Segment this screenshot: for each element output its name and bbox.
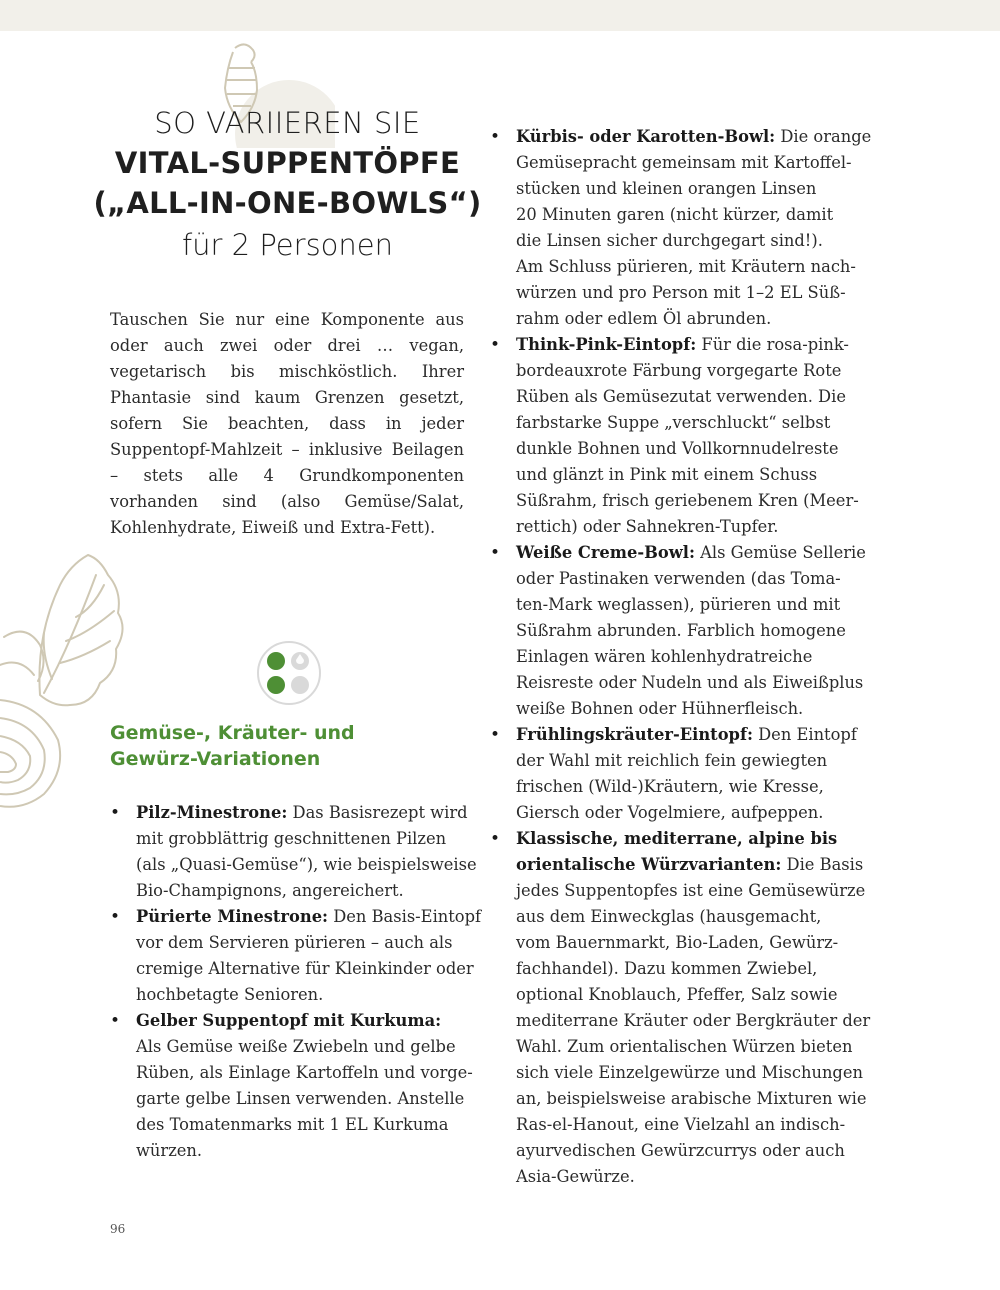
item-text-line: die Linsen sicher durchgegart sind!). [516,231,823,250]
list-item [110,904,482,1008]
right-variation-list [490,124,872,1190]
item-text-line: ten-Mark weglassen), pürieren und mit [516,595,841,614]
item-line [516,826,852,852]
item-text-line: optional Knoblauch, Pfeffer, Salz sowie [516,985,838,1004]
item-text-line: jedes Suppentopfes ist eine Gemüsewürze [516,881,866,900]
list-item [490,722,857,826]
item-term: Pürierte Minestrone: [136,907,329,926]
item-text: Als Gemüse Sellerie [694,543,866,562]
onion-illustration [0,690,80,810]
item-term: Kürbis- oder Karotten-Bowl: [516,127,776,146]
item-text-line: an, beispielsweise arabische Mixturen wie [516,1089,867,1108]
item-text: Die orange [775,127,872,146]
item-text-line: mediterrane Kräuter oder Bergkräuter der [516,1011,871,1030]
list-item [110,1008,473,1164]
item-line [136,1008,470,1034]
item-text-line: des Tomatenmarks mit 1 EL Kurkuma [136,1115,449,1134]
item-term: Klassische, mediterrane, alpine bis [516,829,838,848]
item-text-line: Wahl. Zum orientalischen Würzen bieten [516,1037,853,1056]
item-text-line: hochbetagte Senioren. [136,985,324,1004]
item-line [516,852,864,878]
page-number: 96 [110,1222,126,1236]
item-text-line: mit grobblättrig geschnittenen Pilzen [136,829,447,848]
list-item [490,826,871,1190]
item-text-line: stücken und kleinen orangen Linsen [516,179,817,198]
item-term: Weiße Creme-Bowl: [516,543,695,562]
item-text: Den Eintopf [752,725,857,744]
item-text-line: vor dem Servieren pürieren – auch als [136,933,453,952]
item-text-line: rettich) oder Sahnekren-Tupfer. [516,517,779,536]
item-text-line: Als Gemüse weiße Zwiebeln und gelbe [136,1037,456,1056]
item-text-line: sich viele Einzelgewürze und Mischungen [516,1063,863,1082]
title-line-2: VITAL-SUPPENTÖPFE [114,146,461,180]
item-line [516,124,872,150]
section-heading-line-1: Gemüse-, Kräuter- und [110,722,355,744]
title-line-4: für 2 Personen [181,228,394,262]
item-text-line: bordeauxrote Färbung vorgegarte Rote [516,361,842,380]
item-text-line: Rüben, als Einlage Kartoffeln und vorge- [136,1063,473,1082]
item-text-line: cremige Alternative für Kleinkinder oder [136,959,474,978]
item-line [516,540,866,566]
item-text-line: und glänzt in Pink mit einem Schuss [516,465,818,484]
top-bar [0,0,1000,31]
item-term: Think-Pink-Eintopf: [516,335,697,354]
section-heading [110,720,470,772]
item-term: Gelber Suppentopf mit Kurkuma: [136,1011,442,1030]
item-text-line: weiße Bohnen oder Hühnerfleisch. [516,699,804,718]
item-text: Das Basisrezept wird [287,803,468,822]
item-text-line: fachhandel). Dazu kommen Zwiebel, [516,959,818,978]
title-line-1: SO VARIIEREN SIE [154,106,421,140]
item-term: orientalische Würzvarianten: [516,855,782,874]
item-text-line: Asia-Gewürze. [516,1167,635,1186]
item-text-line: der Wahl mit reichlich fein gewiegten [516,751,828,770]
item-text-line: aus dem Einweckglas (hausgemacht, [516,907,822,926]
page-title [85,103,490,265]
item-text-line: rahm oder edlem Öl abrunden. [516,309,772,328]
item-text-line: würzen und pro Person mit 1–2 EL Süß- [516,283,846,302]
item-text-line: Ras-el-Hanout, eine Vielzahl an indisch- [516,1115,846,1134]
intro-paragraph: Tauschen Sie nur eine Komponente aus oder auch zwei oder drei … vegan, vegetarisch bis mischköstlich. Ihrer Phantasie sind kaum Grenzen gesetzt, sofern Sie beachten, dass in jeder Suppentopf-Mahlzeit – inklusive Beilagen – stets alle 4 Grundkomponenten vorhanden sind (also Gemüse/Salat, Kohlenhydrate, Eiweiß und Extra-Fett). [110,310,464,537]
item-text-line: Am Schluss pürieren, mit Kräutern nach- [516,257,856,276]
item-text-line: Gemüsepracht gemeinsam mit Kartoffel- [516,153,852,172]
item-text-line: ayurvedischen Gewürzcurrys oder auch [516,1141,845,1160]
item-term: Pilz-Minestrone: [136,803,288,822]
list-item [490,332,859,540]
item-line [516,722,857,748]
item-text-line: oder Pastinaken verwenden (das Toma- [516,569,841,588]
title-line-3: („ALL-IN-ONE-BOWLS“) [93,186,482,220]
item-term: Frühlingskräuter-Eintopf: [516,725,753,744]
item-line [136,904,482,930]
item-text-line: dunkle Bohnen und Vollkornnudelreste [516,439,839,458]
item-text-line: garte gelbe Linsen verwenden. Anstelle [136,1089,465,1108]
item-text-line: (als „Quasi-Gemüse“), wie beispielsweise [136,855,477,874]
item-text-line: Giersch oder Vogelmiere, aufpeppen. [516,803,824,822]
item-text: Für die rosa-pink- [696,335,849,354]
list-item [490,540,866,722]
component-circles-icon [256,640,322,706]
list-item [110,800,477,904]
item-text-line: 20 Minuten garen (nicht kürzer, damit [516,205,834,224]
left-variation-list [110,800,482,1164]
item-text-line: Einlagen wären kohlenhydratreiche [516,647,813,666]
item-text-line: Bio-Champignons, angereichert. [136,881,404,900]
item-text-line: frischen (Wild-)Kräutern, wie Kresse, [516,777,824,796]
section-heading-line-2: Gewürz-Variationen [110,748,321,770]
item-text-line: vom Bauernmarkt, Bio-Laden, Gewürz- [516,933,839,952]
item-text: Die Basis [781,855,864,874]
item-line [136,800,470,826]
list-item [490,124,872,332]
item-text-line: Reisreste oder Nudeln und als Eiweißplus [516,673,864,692]
item-text-line: Rüben als Gemüsezutat verwenden. Die [516,387,846,406]
item-text-line: farbstarke Suppe „verschluckt“ selbst [516,413,831,432]
item-line [516,332,852,358]
item-text: Den Basis-Eintopf [328,907,482,926]
item-text-line: Süßrahm abrunden. Farblich homogene [516,621,846,640]
item-text-line: Süßrahm, frisch geriebenem Kren (Meer- [516,491,859,510]
item-text-line: würzen. [136,1141,203,1160]
